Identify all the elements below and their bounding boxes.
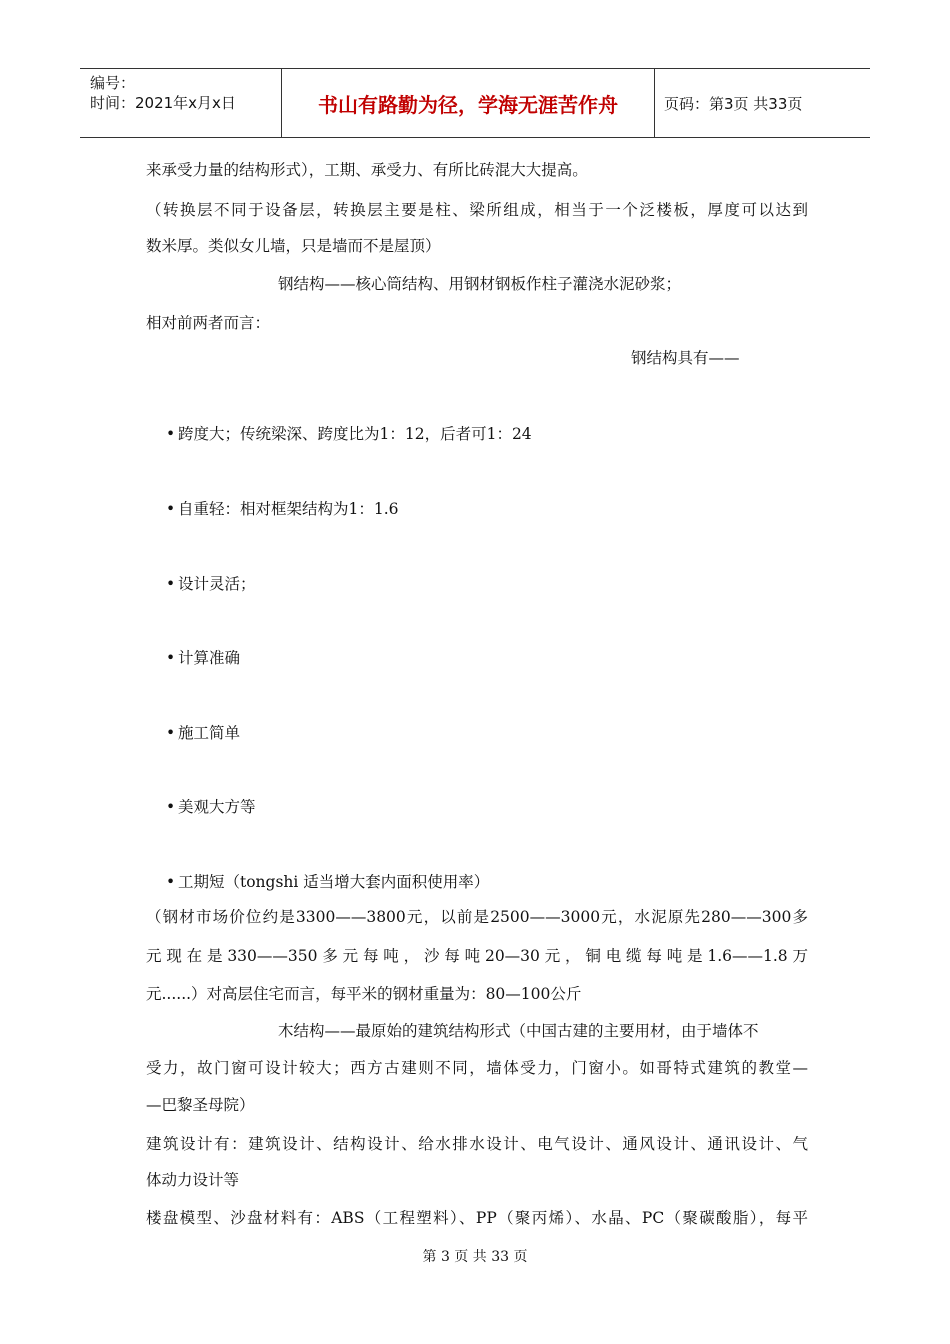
list-item-text: 计算准确	[178, 649, 241, 667]
steel-structure-heading: 钢结构——核心筒结构、用钢材钢板作柱子灌浇水泥砂浆；	[278, 275, 682, 293]
paragraph-line: —巴黎圣母院）	[146, 1096, 255, 1114]
paragraph-line: 来承受力量的结构形式），工期、承受力、有所比砖混大大提高。	[146, 161, 588, 179]
list-item-text: 施工简单	[178, 724, 241, 742]
header-meta	[90, 73, 280, 113]
list-item-text: 设计灵活；	[178, 575, 256, 593]
bullet-icon: •	[166, 425, 176, 443]
header-motto: 书山有路勤为径，学海无涯苦作舟	[281, 69, 655, 137]
bullet-icon: •	[166, 500, 176, 518]
paragraph-line: 楼盘模型、沙盘材料有：ABS（工程塑料）、PP（聚丙烯）、水晶、PC（聚碳酸脂），每平	[146, 1209, 808, 1227]
paragraph-line: 建筑设计有：建筑设计、结构设计、给水排水设计、电气设计、通风设计、通讯设计、气	[146, 1135, 808, 1153]
page-header	[80, 68, 870, 138]
page-footer: 第 3 页 共 33 页	[422, 1249, 528, 1265]
list-item	[166, 646, 240, 668]
bullet-icon: •	[166, 724, 176, 742]
list-item	[166, 870, 489, 892]
list-item	[166, 721, 240, 743]
bullet-icon: •	[166, 798, 176, 816]
bullet-icon: •	[166, 873, 176, 891]
list-item	[166, 572, 256, 594]
paragraph-line: 体动力设计等	[146, 1171, 240, 1189]
paragraph-line: 数米厚。类似女儿墙，只是墙而不是屋顶）	[146, 237, 441, 255]
paragraph-line: 受力，故门窗可设计较大；西方古建则不同，墙体受力，门窗小。如哥特式建筑的教堂—	[146, 1059, 808, 1077]
paragraph-line: （转换层不同于设备层，转换层主要是柱、梁所组成，相当于一个泛楼板，厚度可以达到	[146, 201, 808, 219]
paragraph-line: 元现在是330——350多元每吨，沙每吨20—30元，铜电缆每吨是1.6——1.8万	[146, 947, 808, 965]
list-item	[166, 422, 532, 444]
bullet-icon: •	[166, 649, 176, 667]
list-item-text: 工期短（tongshi 适当增大套内面积使用率）	[178, 873, 490, 891]
wood-structure-heading: 木结构——最原始的建筑结构形式（中国古建的主要用材，由于墙体不	[278, 1022, 759, 1040]
list-item-text: 跨度大；传统梁深、跨度比为1：12，后者可1：24	[178, 425, 532, 443]
paragraph-line: （钢材市场价位约是3300——3800元，以前是2500——3000元，水泥原先280——300多	[146, 908, 808, 926]
paragraph-line: 元......）对高层住宅而言，每平米的钢材重量为：80—100公斤	[146, 985, 582, 1003]
bullet-icon: •	[166, 575, 176, 593]
header-page-number: 页码：第3页 共33页	[664, 94, 803, 113]
list-item	[166, 497, 399, 519]
document-date-label: 时间：2021年x月x日	[90, 94, 236, 112]
paragraph-line: 相对前两者而言：	[146, 314, 271, 332]
paragraph-line: 钢结构具有——	[631, 349, 740, 367]
list-item-text: 美观大方等	[178, 798, 256, 816]
document-number-label: 编号：	[90, 74, 136, 92]
list-item	[166, 795, 256, 817]
list-item-text: 自重轻：相对框架结构为1：1.6	[178, 500, 399, 518]
